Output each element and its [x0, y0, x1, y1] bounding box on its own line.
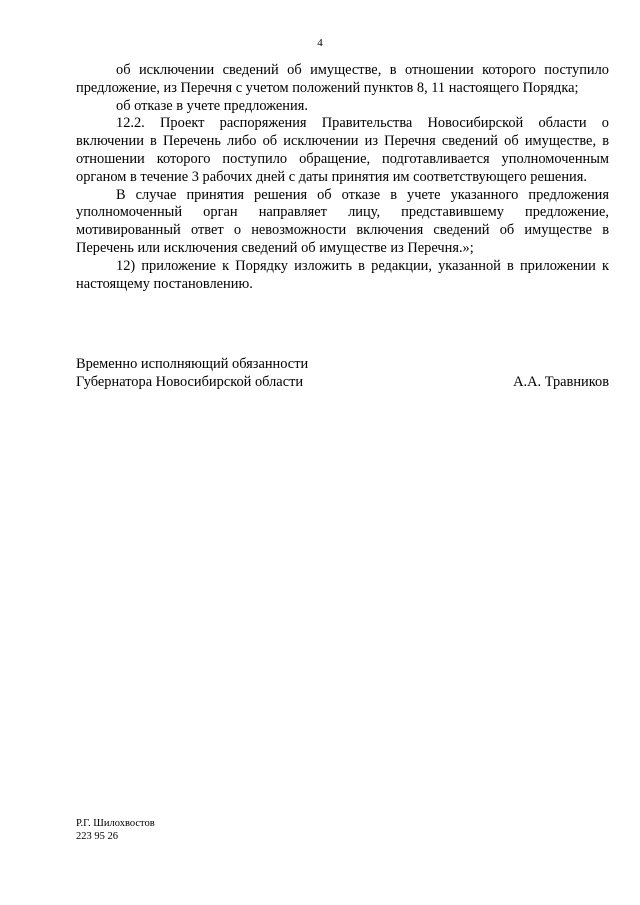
page-number: 4 [317, 37, 323, 49]
signatory-name: А.А. Травников [513, 373, 609, 390]
paragraph: 12.2. Проект распоряжения Правительства Новосибирской области о включении в Перечень либо об исключении из Перечня сведений об имуществе, в отношении которого поступило обращение, подготавливается уполномоченным органом в течение 3 рабочих дней с даты принятия им соответствующего решения. [76, 115, 609, 185]
signatory-position-line2: Губернатора Новосибирской области [76, 373, 304, 390]
document-body [76, 62, 609, 293]
executor-info [76, 818, 155, 843]
paragraph: об отказе в учете предложения. [116, 97, 308, 114]
executor-phone: 223 95 26 [76, 830, 118, 842]
paragraph: об исключении сведений об имуществе, в отношении которого поступило предложение, из Перечня с учетом положений пунктов 8, 11 настоящего Порядка; [76, 62, 609, 96]
executor-name: Р.Г. Шилохвостов [76, 818, 155, 829]
signature-block [76, 356, 609, 392]
paragraph: 12) приложение к Порядку изложить в редакции, указанной в приложении к настоящему постановлению. [76, 257, 609, 292]
signatory-position-line1: Временно исполняющий обязанности [76, 356, 309, 372]
paragraph: В случае принятия решения об отказе в учете указанного предложения уполномоченный орган направляет лицу, представившему предложение, мотивированный ответ о невозможности включения сведений об имуществе в Перечень или исключения сведений об имуществе из Перечня.»; [76, 186, 609, 256]
